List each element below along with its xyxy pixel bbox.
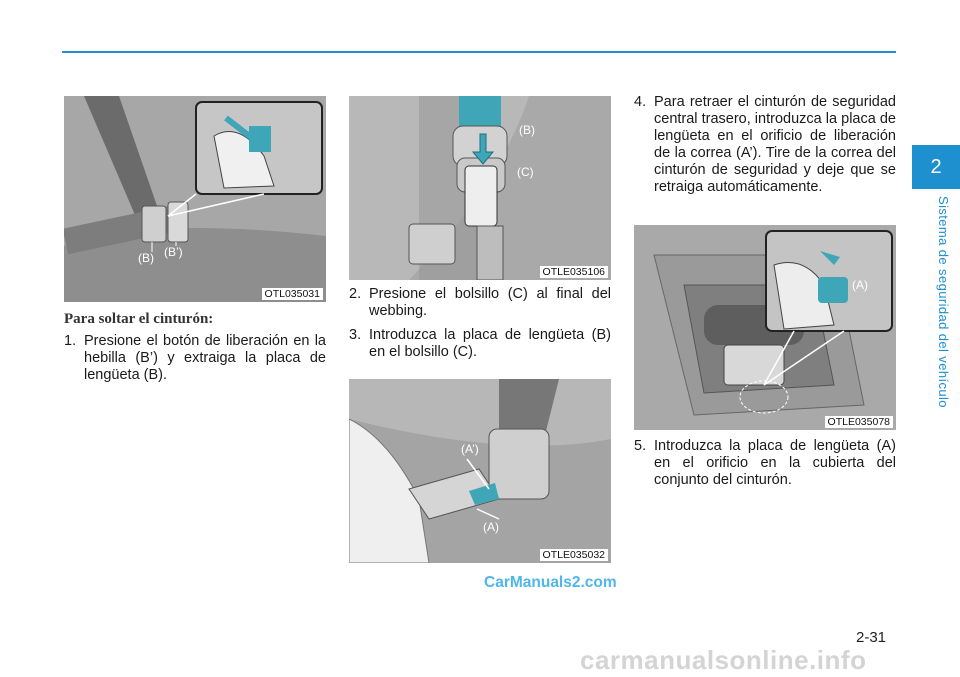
step-text: Presione el botón de liberación en la hebilla (B’) y extraiga la placa de lengüeta (B). — [84, 333, 326, 383]
step-number: 3. — [349, 327, 362, 343]
steps-column-3b — [634, 438, 896, 489]
figure-label: (B) — [519, 123, 535, 137]
step-item — [634, 438, 896, 489]
footer-watermark: carmanualsonline.info — [580, 645, 867, 675]
top-rule — [62, 51, 896, 53]
section-heading: Para soltar el cinturón: — [64, 311, 214, 327]
figure-label: (B) — [138, 251, 154, 265]
step-text: Introduzca la placa de lengüeta (B) en el bolsillo (C). — [369, 327, 611, 360]
figure-label: (B’) — [164, 245, 183, 259]
step-item — [634, 94, 896, 196]
step-number: 4. — [634, 94, 647, 110]
figure-code: OTLE035106 — [540, 266, 608, 278]
figure-code: OTL035031 — [262, 288, 323, 300]
figure-label: (A’) — [461, 442, 479, 456]
step-item — [349, 286, 611, 320]
figure-insert-tongue — [349, 379, 611, 563]
figure-label: (A) — [852, 278, 868, 292]
step-number: 1. — [64, 333, 77, 349]
figure-label: (C) — [517, 165, 534, 179]
section-title: Sistema de seguridad del vehículo — [936, 196, 951, 408]
figure-release-buckle — [64, 96, 326, 302]
steps-column-1 — [64, 333, 326, 384]
step-text: Para retraer el cinturón de seguridad central trasero, introduzca la placa de lengüeta en el orificio de liberación de la correa (A’). Tire de la correa del cinturón de seguridad y deje que se retraiga automáticamente. — [654, 94, 896, 195]
watermark-link[interactable]: CarManuals2.com — [484, 574, 617, 591]
figure-illustration — [349, 96, 611, 280]
step-number: 2. — [349, 286, 362, 302]
page-number: 2-31 — [856, 629, 887, 646]
section-number-tab: 2 — [912, 145, 960, 189]
step-item — [64, 333, 326, 384]
step-text: Presione el bolsillo (C) al final del webbing. — [369, 286, 611, 319]
figure-label: (A) — [483, 520, 499, 534]
figure-illustration — [349, 379, 611, 563]
steps-column-3a — [634, 94, 896, 196]
figure-retract-belt — [634, 225, 896, 430]
step-text: Introduzca la placa de lengüeta (A) en el orificio en la cubierta del conjunto del cinturón. — [654, 438, 896, 488]
figure-code: OTLE035032 — [540, 549, 608, 561]
figure-illustration — [634, 225, 896, 430]
figure-illustration — [64, 96, 326, 302]
steps-column-2 — [349, 286, 611, 361]
step-number: 5. — [634, 438, 647, 454]
figure-code: OTLE035078 — [825, 416, 893, 428]
figure-pocket-webbing — [349, 96, 611, 280]
step-item — [349, 327, 611, 361]
